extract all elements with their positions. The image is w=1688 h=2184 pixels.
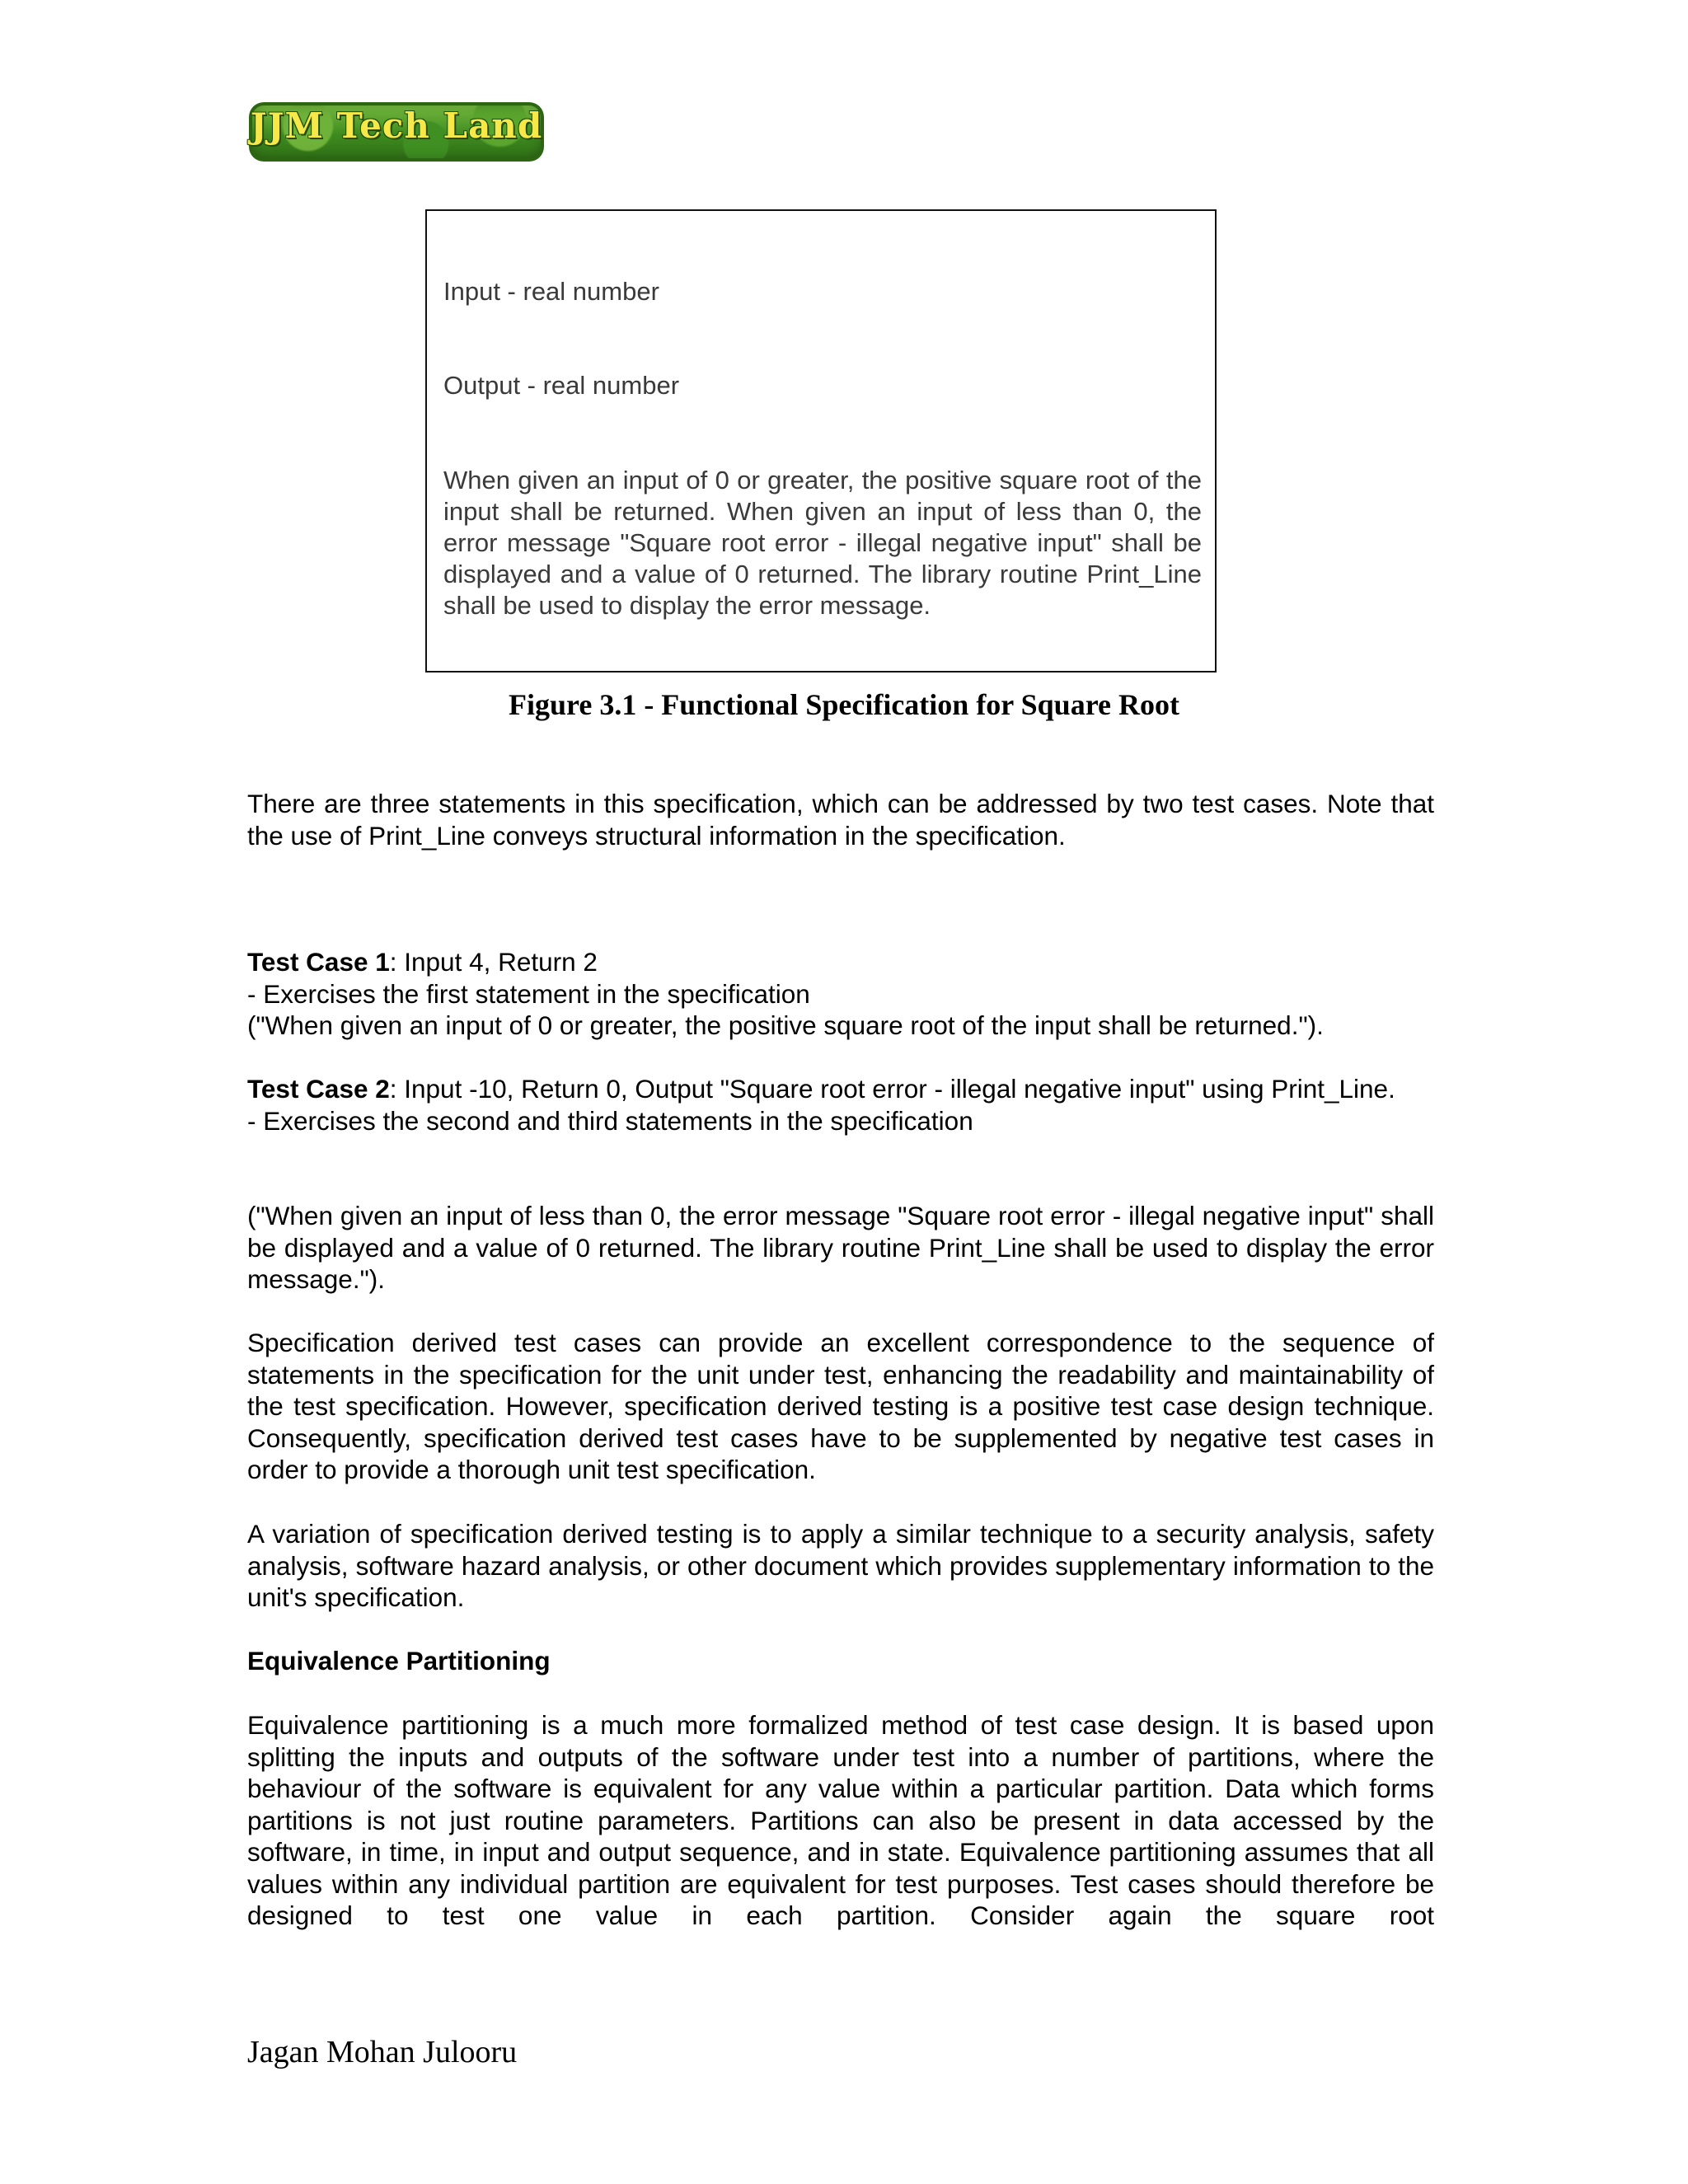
section-heading: Equivalence Partitioning — [247, 1646, 551, 1675]
jjm-tech-land-logo — [249, 102, 544, 162]
spec-derived-paragraph — [247, 1327, 1434, 1486]
spec-description: When given an input of 0 or greater, the positive square root of the input shall be returned. When given an input of less than 0, the error message "Square root error - illegal negative input" shall be displayed and a value of 0 returned. The library routine Print_Line shall be used to display the error message. — [443, 466, 1202, 620]
test-case-1-exercises: - Exercises the first statement in the specification — [247, 978, 810, 1009]
test-case-1-label: Test Case 1 — [247, 947, 390, 977]
spec-input-line: Input - real number — [443, 277, 659, 306]
spec-derived-text: Specification derived test cases can provide an excellent correspondence to the sequence of statements in the specification for the unit under test, enhancing the readability and maintainability of the test specification. However, specification derived testing is a positive test case design technique. Consequently, specification derived test cases have to be supplemented by negative test cases in order to provide a thorough unit test specification. — [247, 1328, 1434, 1484]
section-heading-block — [247, 1645, 1434, 1677]
variation-text: A variation of specification derived testing is to apply a similar technique to a security analysis, safety analysis, software hazard analysis, or other document which provides supplementary information to the unit's specification. — [247, 1519, 1434, 1612]
test-case-2-text: : Input -10, Return 0, Output "Square root error - illegal negative input" using Print_Line. — [389, 1074, 1395, 1104]
footer-author: Jagan Mohan Julooru — [247, 2035, 518, 2069]
equivalence-text: Equivalence partitioning is a much more formalized method of test case design. It is based upon splitting the inputs and outputs of the software under test into a number of partitions, where the behaviour of the software is equivalent for any value within a particular partition. Data which forms partitions is not just routine parameters. Partitions can also be present in data accessed by the software, in time, in input and output sequence, and in state. Equivalence partitioning assumes that all values within any individual partition are equivalent for test purposes. Test cases should therefore be designed to test one value in each partition. Consider again the square root — [247, 1710, 1434, 1930]
test-case-2-exercises: - Exercises the second and third statements in the specification — [247, 1105, 973, 1136]
equivalence-paragraph — [247, 1709, 1434, 1932]
test-case-1-block — [247, 946, 1434, 1042]
intro-text: There are three statements in this specification, which can be addressed by two test cases. Note that the use of Print_Line conveys structural information in the specification. — [247, 789, 1434, 851]
intro-paragraph — [247, 788, 1434, 851]
test-case-2-label: Test Case 2 — [247, 1074, 390, 1104]
variation-paragraph — [247, 1518, 1434, 1614]
logo-text: JJM Tech Land — [250, 105, 543, 146]
test-case-2-quote: ("When given an input of less than 0, the error message "Square root error - illegal negative input" shall be displayed and a value of 0 returned. The library routine Print_Line shall be used to display the error message."). — [247, 1201, 1434, 1294]
spec-output-line: Output - real number — [443, 371, 680, 400]
test-case-1-quote: ("When given an input of 0 or greater, the positive square root of the input shall be returned."). — [247, 1010, 1324, 1040]
test-case-2-block — [247, 1073, 1434, 1137]
test-case-2-quote-block — [247, 1200, 1434, 1296]
test-case-1-text: : Input 4, Return 2 — [389, 947, 598, 977]
specification-figure-box — [425, 209, 1217, 673]
figure-caption: Figure 3.1 - Functional Specification for Square Root — [509, 688, 1179, 721]
